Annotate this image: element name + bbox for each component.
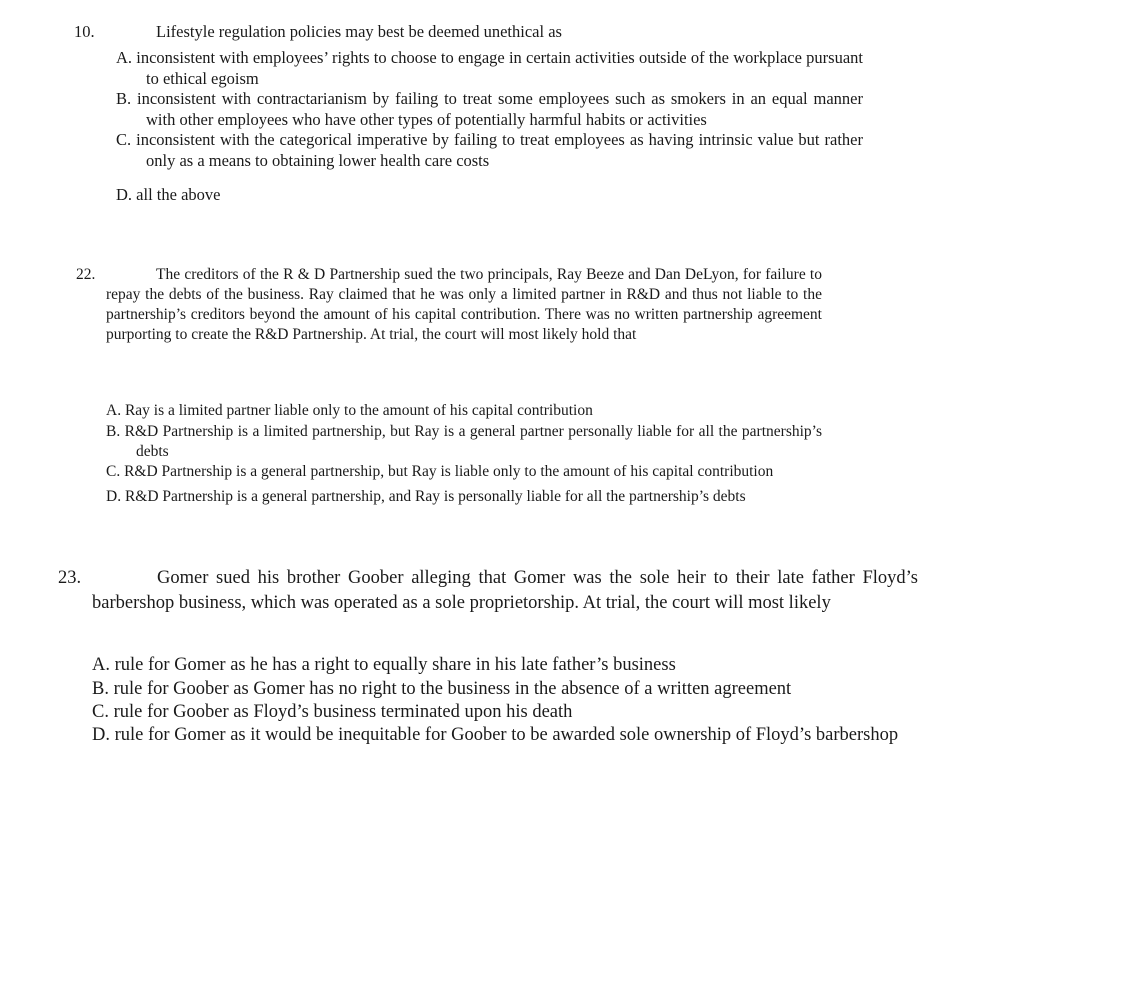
question-number: 10. bbox=[74, 22, 95, 41]
question-number: 23. bbox=[58, 568, 82, 588]
answer-option-c: C. R&D Partnership is a general partnership, but Ray is liable only to the amount of his capital contribution bbox=[106, 463, 774, 480]
answer-option-b: B. inconsistent with contractarianism by failing to treat some employees such as smokers in an equal manner with other employees who have other types of potentially harmful habits or activities bbox=[116, 89, 863, 129]
answer-option-d: D. rule for Gomer as it would be inequitable for Goober to be awarded sole ownership of Floyd’s barbershop bbox=[92, 725, 899, 745]
answer-option-d: D. R&D Partnership is a general partnership, and Ray is personally liable for all the partnership’s debts bbox=[106, 488, 746, 505]
answer-option-a: A. rule for Gomer as he has a right to equally share in his late father’s business bbox=[92, 655, 676, 675]
question-stem: Lifestyle regulation policies may best be deemed unethical as bbox=[156, 22, 562, 41]
question-number: 22. bbox=[76, 266, 96, 283]
answer-option-a: A. Ray is a limited partner liable only to the amount of his capital contribution bbox=[106, 402, 593, 419]
answer-option-d: D. all the above bbox=[116, 185, 221, 204]
question-stem: Gomer sued his brother Goober alleging that Gomer was the sole heir to their late father Floyd’s barbershop business, which was operated as a sole proprietorship. At trial, the court will most likely bbox=[92, 568, 918, 613]
answer-option-c: C. rule for Goober as Floyd’s business terminated upon his death bbox=[92, 702, 573, 722]
answer-option-c: C. inconsistent with the categorical imperative by failing to treat employees as having intrinsic value but rather only as a means to obtaining lower health care costs bbox=[116, 130, 863, 170]
answer-option-a: A. inconsistent with employees’ rights to choose to engage in certain activities outside of the workplace pursuant to ethical egoism bbox=[116, 48, 863, 88]
answer-option-b: B. rule for Goober as Gomer has no right to the business in the absence of a written agreement bbox=[92, 679, 792, 699]
question-stem: The creditors of the R & D Partnership sued the two principals, Ray Beeze and Dan DeLyon, for failure to repay the debts of the business. Ray claimed that he was only a limited partner in R&D and thus not liable to the partnership’s creditors beyond the amount of his capital contribution. There was no written partnership agreement purporting to create the R&D Partnership. At trial, the court will most likely hold that bbox=[106, 266, 822, 343]
answer-option-b: B. R&D Partnership is a limited partnership, but Ray is a general partner personally liable for all the partnership’s debts bbox=[106, 423, 822, 460]
